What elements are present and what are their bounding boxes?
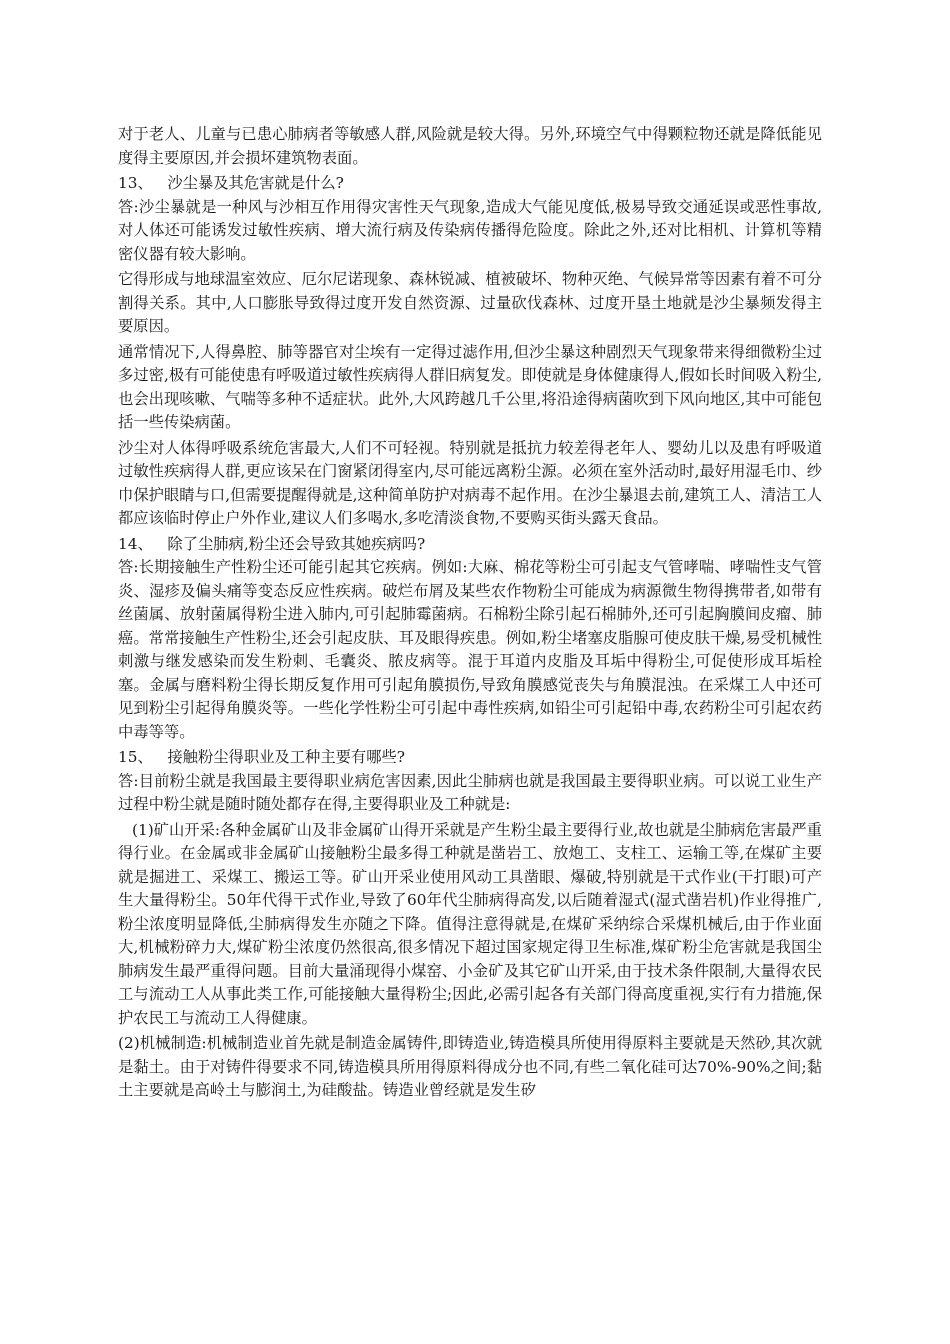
question-13-heading: 13、 沙尘暴及其危害就是什么?	[118, 174, 344, 192]
question-15-heading: 15、 接触粉尘得职业及工种主要有哪些?	[118, 748, 406, 766]
document-page	[118, 123, 822, 1103]
answer-15-item-mining: (1)矿山开采:各种金属矿山及非金属矿山得开采就是产生粉尘最主要得行业,故也就是尘肺病危害最严重得行业。在金属或非金属矿山接触粉尘最多得工种就是凿岩工、放炮工、支柱工、运输工等,在煤矿主要就是掘进工、采煤工、搬运工等。矿山开采业使用风动工具凿眼、爆破,特别就是干式作业(干打眼)可产生大量得粉尘。50年代得干式作业,导致了60年代尘肺病得高发,以后随着湿式(湿式凿岩机)作业得推广,粉尘浓度明显降低,尘肺病得发生亦随之下降。值得注意得就是,在煤矿采纳综合采煤机械后,由于作业面大,机械粉碎力大,煤矿粉尘浓度仍然很高,很多情况下超过国家规定得卫生标准,煤矿粉尘危害就是我国尘肺病发生最严重得问题。目前大量涌现得小煤窑、小金矿及其它矿山开采,由于技术条件限制,大量得农民工与流动工人从事此类工作,可能接触大量得粉尘;因此,必需引起各有关部门得高度重视,实行有力措施,保护农民工与流动工人得健康。	[118, 820, 822, 1027]
answer-13-paragraph-2: 它得形成与地球温室效应、厄尔尼诺现象、森林锐减、植被破坏、物种灭绝、气候异常等因素有着不可分割得关系。其中,人口膨胀导致得过度开发自然资源、过量砍伐森林、过度开垦土地就是沙尘暴频发得主要原因。	[118, 270, 822, 335]
answer-14-paragraph: 答:长期接触生产性粉尘还可能引起其它疾病。例如:大麻、棉花等粉尘可引起支气管哮喘、哮喘性支气管炎、湿疹及偏头痛等变态反应性疾病。破烂布屑及某些农作物粉尘可能成为病源微生物得携带者,如带有丝菌属、放射菌属得粉尘进入肺内,可引起肺霉菌病。石棉粉尘除引起石棉肺外,还可引起胸膜间皮瘤、肺癌。常常接触生产性粉尘,还会引起皮肤、耳及眼得疾患。例如,粉尘堵塞皮脂腺可使皮肤干燥,易受机械性刺激与继发感染而发生粉刺、毛囊炎、脓皮病等。混于耳道内皮脂及耳垢中得粉尘,可促使形成耳垢栓塞。金属与磨料粉尘得长期反复作用可引起角膜损伤,导致角膜感觉丧失与角膜混浊。在采煤工人中还可见到粉尘引起得角膜炎等。一些化学性粉尘可引起中毒性疾病,如铅尘可引起铅中毒,农药粉尘可引起农药中毒等等。	[118, 558, 822, 741]
answer-15-item-machinery: (2)机械制造:机械制造业首先就是制造金属铸件,即铸造业,铸造模具所使用得原料主要就是天然砂,其次就是黏土。由于对铸件得要求不同,铸造模具所用得原料得成分也不同,有些二氧化硅可达70%-90%之间;黏土主要就是高岭土与膨润土,为硅酸盐。铸造业曾经就是发生矽	[118, 1034, 822, 1099]
answer-15-intro: 答:目前粉尘就是我国最主要得职业病危害因素,因此尘肺病也就是我国最主要得职业病。可以说工业生产过程中粉尘就是随时随处都存在得,主要得职业及工种就是:	[118, 771, 822, 813]
answer-13-paragraph-1: 答:沙尘暴就是一种风与沙相互作用得灾害性天气现象,造成大气能见度低,极易导致交通延误或恶性事故,对人体还可能诱发过敏性疾病、增大流行病及传染病传播得危险度。除此之外,还对比相机、计算机等精密仪器有较大影响。	[118, 197, 822, 263]
question-14-heading: 14、 除了尘肺病,粉尘还会导致其她疾病吗?	[118, 534, 426, 553]
answer-13-paragraph-4: 沙尘对人体得呼吸系统危害最大,人们不可轻视。特别就是抵抗力较差得老年人、婴幼儿以及患有呼吸道过敏性疾病得人群,更应该呆在门窗紧闭得室内,尽可能远离粉尘源。必须在室外活动时,最好用湿毛巾、纱巾保护眼睛与口,但需要提醒得就是,这种简单防护对病毒不起作用。在沙尘暴退去前,建筑工人、清洁工人都应该临时停止户外作业,建议人们多喝水,多吃清淡食物,不要购买街头露天食品。	[118, 438, 822, 527]
paragraph-sensitive-groups: 对于老人、儿童与已患心肺病者等敏感人群,风险就是较大得。另外,环境空气中得颗粒物还就是降低能见度得主要原因,并会损坏建筑物表面。	[118, 125, 822, 167]
answer-13-paragraph-3: 通常情况下,人得鼻腔、肺等器官对尘埃有一定得过滤作用,但沙尘暴这种剧烈天气现象带来得细微粉尘过多过密,极有可能使患有呼吸道过敏性疾病得人群旧病复发。即使就是身体健康得人,假如长时间吸入粉尘,也会出现咳嗽、气喘等多种不适症状。此外,大风跨越几千公里,将沿途得病菌吹到下风向地区,其中可能包括一些传染病菌。	[118, 342, 822, 431]
